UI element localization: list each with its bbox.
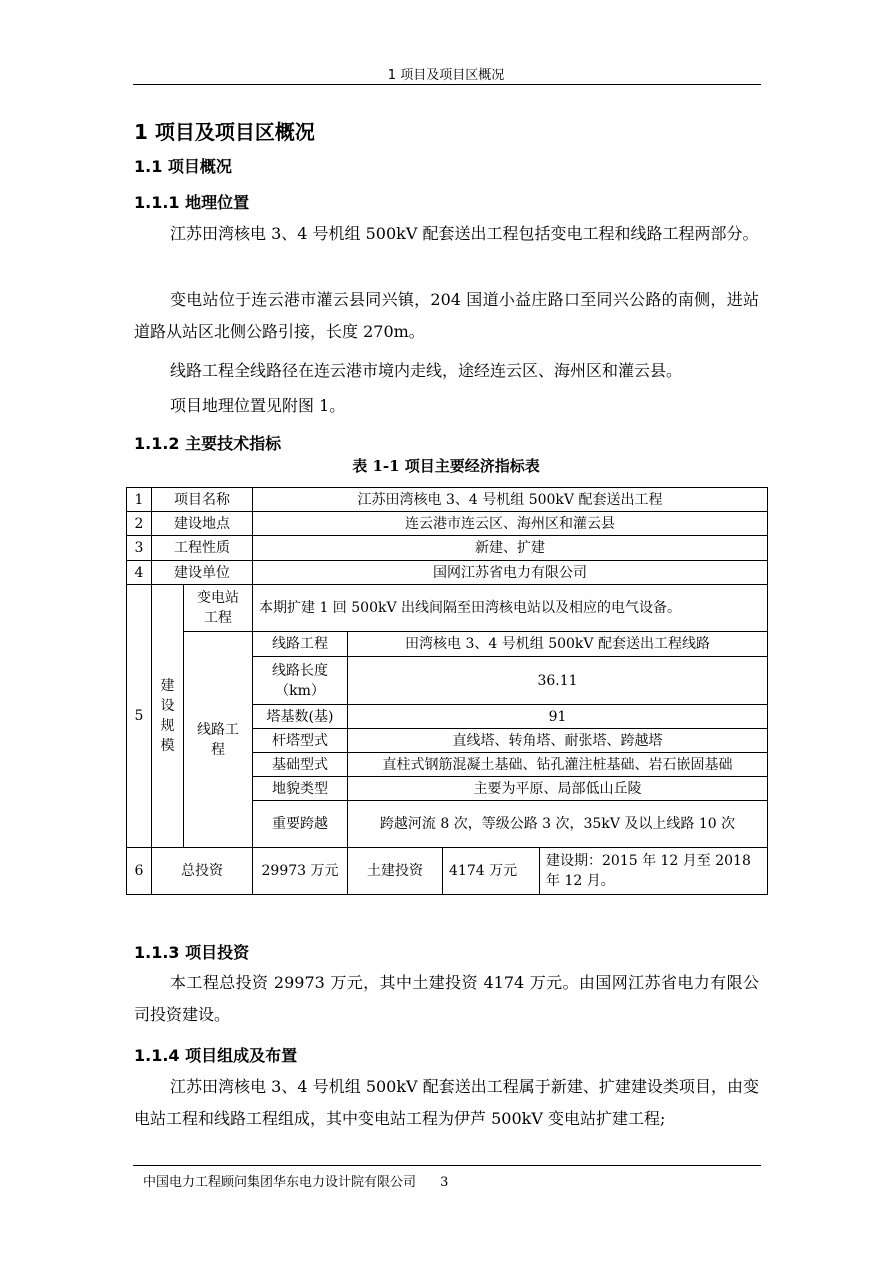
paragraph: 江苏田湾核电 3、4 号机组 500kV 配套送出工程属于新建、扩建建设类项目，由变电站工程和线路工程组成，其中变电站工程为伊芦 500kV 变电站扩建工程;	[134, 1077, 759, 1128]
substation-label: 变电站 工程	[184, 585, 253, 632]
row-number: 4	[127, 561, 152, 585]
table-row	[127, 488, 768, 512]
line-param-value: 田湾核电 3、4 号机组 500kV 配套送出工程线路	[348, 632, 768, 657]
paragraph: 变电站位于连云港市灌云县同兴镇，204 国道小益庄路口至同兴公路的南侧，进站道路从站区北侧公路引接，长度 270m。	[134, 290, 759, 341]
table-row	[127, 512, 768, 536]
row-number: 6	[127, 848, 152, 895]
row-value: 国网江苏省电力有限公司	[253, 561, 768, 585]
paragraph: 本工程总投资 29973 万元，其中土建投资 4174 万元。由国网江苏省电力有限公司投资建设。	[134, 973, 759, 1024]
line-param-value: 91	[348, 705, 768, 729]
row-number: 2	[127, 512, 152, 536]
row-label: 建设单位	[152, 561, 253, 585]
footer	[143, 1171, 448, 1190]
line-param-label: 地貌类型	[253, 777, 348, 801]
row-label: 总投资	[152, 848, 253, 895]
substation-value: 本期扩建 1 回 500kV 出线间隔至田湾核电站以及相应的电气设备。	[253, 585, 768, 632]
row-value: 新建、扩建	[253, 536, 768, 561]
subsection-investment: 1.1.3 项目投资	[134, 943, 250, 962]
subsection-composition: 1.1.4 项目组成及布置	[134, 1046, 298, 1065]
footer-rule	[133, 1165, 761, 1166]
indicator-table	[126, 487, 768, 895]
total-investment: 29973 万元	[253, 848, 348, 895]
chapter-title: 1 项目及项目区概况	[134, 120, 315, 144]
row-label: 工程性质	[152, 536, 253, 561]
line-param-value: 主要为平原、局部低山丘陵	[348, 777, 768, 801]
table-row	[127, 585, 768, 632]
paragraph: 江苏田湾核电 3、4 号机组 500kV 配套送出工程包括变电工程和线路工程两部分。	[170, 224, 759, 243]
scale-group-label: 建 设 规 模	[152, 585, 184, 848]
line-param-label: 线路长度 （km）	[253, 657, 348, 705]
section-title: 1.1 项目概况	[134, 157, 232, 176]
row-number: 5	[127, 585, 152, 848]
line-param-label: 杆塔型式	[253, 729, 348, 753]
row-number: 3	[127, 536, 152, 561]
header-rule	[133, 84, 761, 85]
line-param-value: 跨越河流 8 次，等级公路 3 次，35kV 及以上线路 10 次	[348, 801, 768, 848]
row-number: 1	[127, 488, 152, 512]
construction-period: 建设期：2015 年 12 月至 2018 年 12 月。	[540, 848, 768, 895]
subsection-geo: 1.1.1 地理位置	[134, 193, 250, 212]
table-row	[127, 561, 768, 585]
line-param-label: 重要跨越	[253, 801, 348, 848]
subsection-indicators: 1.1.2 主要技术指标	[134, 434, 282, 453]
line-param-value: 直线塔、转角塔、耐张塔、跨越塔	[348, 729, 768, 753]
line-param-value: 36.11	[348, 657, 768, 705]
table-row	[127, 536, 768, 561]
line-param-label: 基础型式	[253, 753, 348, 777]
table-row	[127, 632, 768, 657]
paragraph: 线路工程全线路径在连云港市境内走线，途经连云区、海州区和灌云县。	[170, 361, 683, 380]
line-param-label: 线路工程	[253, 632, 348, 657]
line-param-label: 塔基数(基)	[253, 705, 348, 729]
row-value: 连云港市连云区、海州区和灌云县	[253, 512, 768, 536]
line-param-value: 直柱式钢筋混凝土基础、钻孔灌注桩基础、岩石嵌固基础	[348, 753, 768, 777]
footer-company: 中国电力工程顾问集团华东电力设计院有限公司	[143, 1175, 417, 1190]
row-value: 江苏田湾核电 3、4 号机组 500kV 配套送出工程	[253, 488, 768, 512]
table-row	[127, 848, 768, 895]
row-label: 建设地点	[152, 512, 253, 536]
running-header: 1 项目及项目区概况	[387, 68, 505, 83]
civil-label: 土建投资	[348, 848, 443, 895]
row-label: 项目名称	[152, 488, 253, 512]
paragraph: 项目地理位置见附图 1。	[170, 396, 346, 415]
page-number: 3	[440, 1175, 449, 1190]
table-caption: 表 1-1 项目主要经济指标表	[352, 457, 540, 475]
civil-investment: 4174 万元	[443, 848, 540, 895]
line-group-label: 线路工 程	[184, 632, 253, 848]
